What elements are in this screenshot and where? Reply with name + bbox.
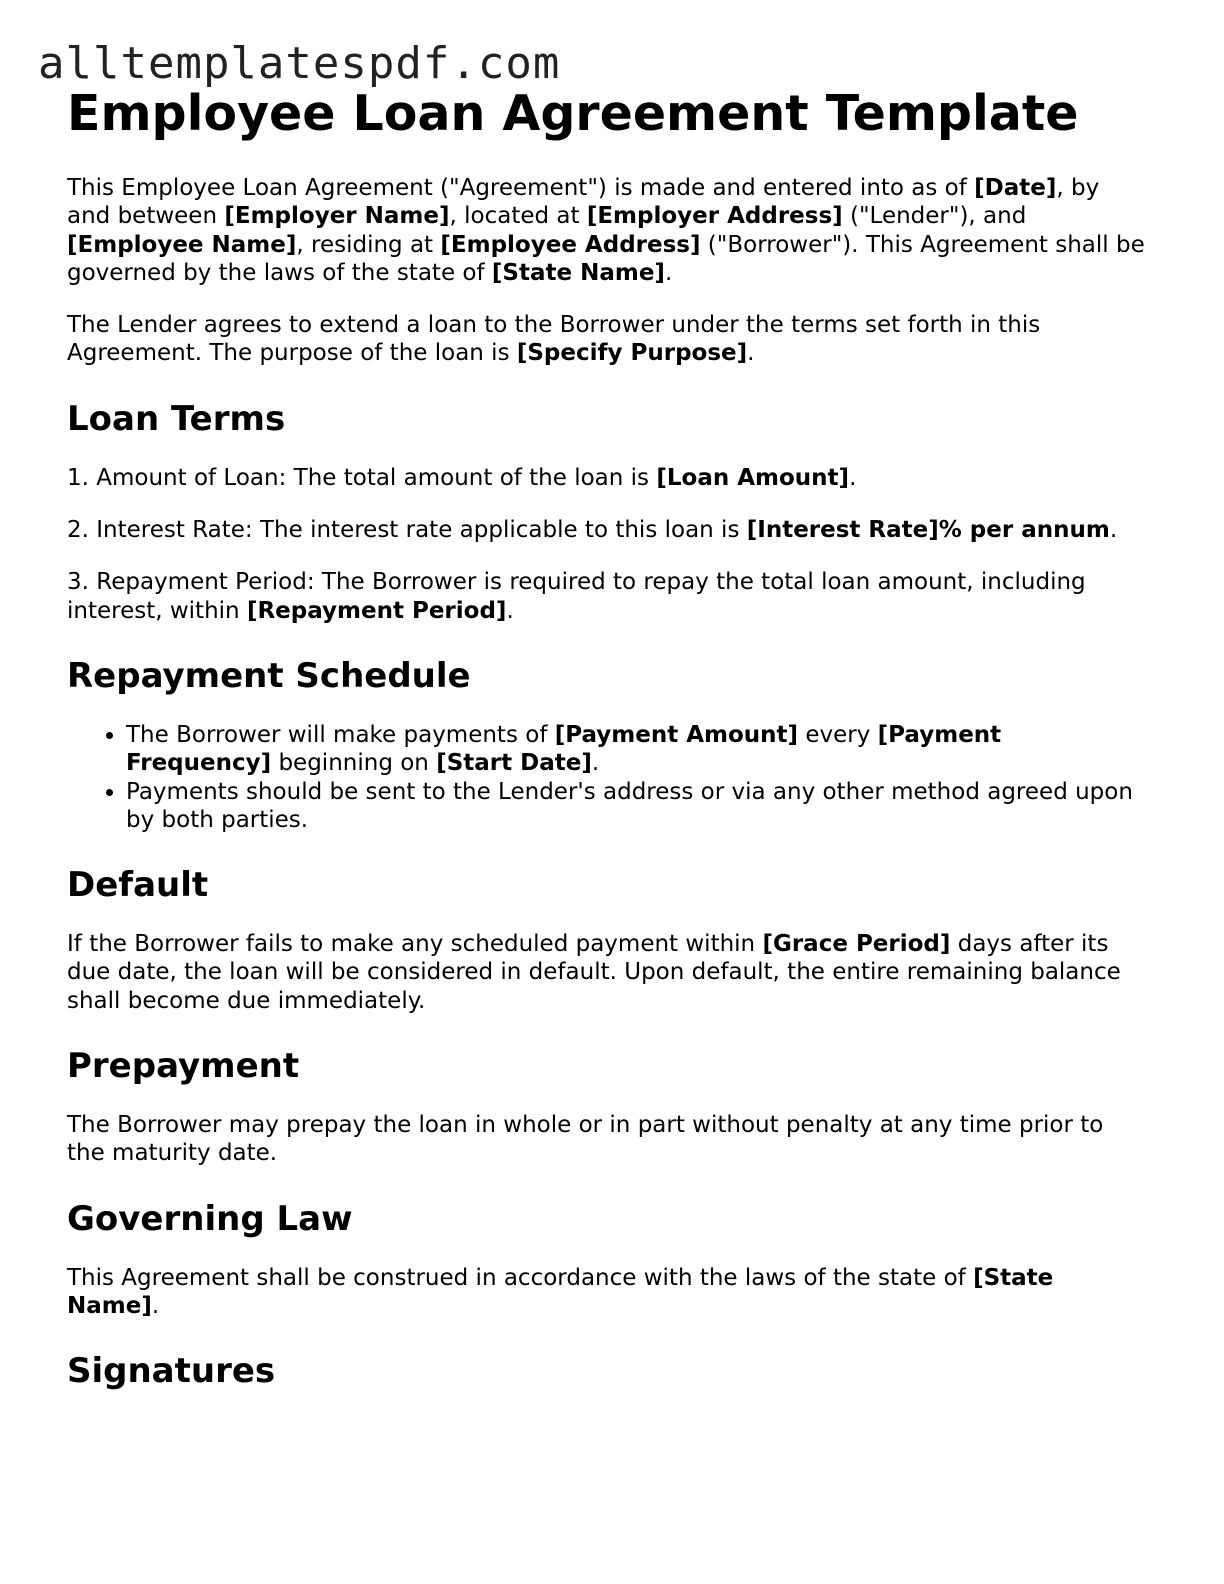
intro-text: , by and between — [67, 175, 1100, 230]
loan-term-text: . — [1109, 517, 1118, 544]
grace-period-placeholder: [Grace Period] — [762, 931, 951, 958]
payment-amount-placeholder: [Payment Amount] — [554, 721, 799, 748]
payment-frequency-placeholder: [Payment Frequency] — [126, 721, 1002, 777]
date-placeholder: [Date] — [974, 175, 1057, 201]
repayment-schedule-heading: Repayment Schedule — [67, 655, 471, 696]
loan-amount-placeholder: [Loan Amount] — [656, 464, 850, 491]
state-name-placeholder: [State Name] — [67, 1264, 1054, 1319]
prepayment-heading: Prepayment — [67, 1046, 300, 1087]
employer-address-placeholder: [Employer Address] — [586, 203, 843, 230]
loan-term-text: 1. Amount of Loan: The total amount of the loan is — [67, 464, 657, 491]
default-heading: Default — [67, 865, 209, 906]
default-paragraph — [67, 930, 1147, 1015]
signatures-heading: Signatures — [67, 1351, 276, 1392]
schedule-text: every — [798, 721, 878, 748]
list-item — [126, 721, 1147, 778]
intro-text: , residing at — [296, 231, 441, 258]
governing-law-text: . — [151, 1292, 160, 1319]
purpose-text: . — [747, 340, 755, 367]
intro-text: This Employee Loan Agreement ("Agreement") is made and entered into as of — [67, 175, 975, 201]
state-name-placeholder: [State Name] — [491, 259, 665, 286]
schedule-text: beginning on — [271, 750, 437, 777]
repayment-period-item — [67, 568, 1147, 625]
repayment-schedule-list — [67, 721, 1147, 834]
default-text: If the Borrower fails to make any scheduled payment within — [67, 931, 763, 958]
list-item: • Payments should be sent to the Lender's address or via any other method agreed upon by both parties. — [126, 778, 1147, 835]
governing-law-heading: Governing Law — [67, 1198, 353, 1239]
loan-amount-item — [67, 464, 1147, 492]
interest-rate-placeholder: [Interest Rate]% per annum — [746, 517, 1110, 544]
intro-text: . — [664, 259, 673, 286]
interest-rate-item — [67, 516, 1147, 544]
intro-text: ("Lender"), and — [842, 203, 1027, 230]
schedule-text: . — [591, 750, 600, 777]
loan-term-text: 3. Repayment Period: The Borrower is required to repay the total loan amount, including interest, within — [67, 569, 1086, 624]
employer-name-placeholder: [Employer Name] — [224, 203, 450, 230]
schedule-text: The Borrower will make payments of — [126, 721, 555, 748]
purpose-placeholder: [Specify Purpose] — [516, 340, 748, 367]
employee-address-placeholder: [Employee Address] — [440, 231, 701, 258]
loan-terms-heading: Loan Terms — [67, 398, 286, 439]
document-title: Employee Loan Agreement Template — [67, 85, 1079, 142]
purpose-paragraph — [67, 311, 1147, 368]
start-date-placeholder: [Start Date] — [436, 750, 592, 777]
intro-text: , located at — [449, 203, 587, 230]
prepayment-paragraph: The Borrower may prepay the loan in whole or in part without penalty at any time prior to the maturity date. — [67, 1112, 1104, 1167]
site-watermark: alltemplatespdf.com — [38, 38, 561, 89]
default-text: days after its due date, the loan will be considered in default. Upon default, the entire remaining balance shall become due immediately. — [67, 931, 1121, 1014]
intro-text: ("Borrower"). This Agreement shall be governed by the laws of the state of — [67, 231, 1145, 286]
purpose-text: The Lender agrees to extend a loan to the Borrower under the terms set forth in this Agreement. The purpose of the loan is — [67, 312, 1041, 367]
loan-term-text: . — [506, 597, 514, 624]
document-page — [67, 84, 1147, 1392]
loan-term-text: . — [849, 464, 857, 491]
repayment-period-placeholder: [Repayment Period] — [246, 597, 507, 624]
governing-law-paragraph — [67, 1264, 1147, 1321]
loan-term-text: 2. Interest Rate: The interest rate applicable to this loan is — [67, 517, 747, 544]
employee-name-placeholder: [Employee Name] — [67, 231, 297, 258]
governing-law-text: This Agreement shall be construed in accordance with the laws of the state of — [67, 1264, 974, 1291]
intro-paragraph — [67, 174, 1147, 287]
